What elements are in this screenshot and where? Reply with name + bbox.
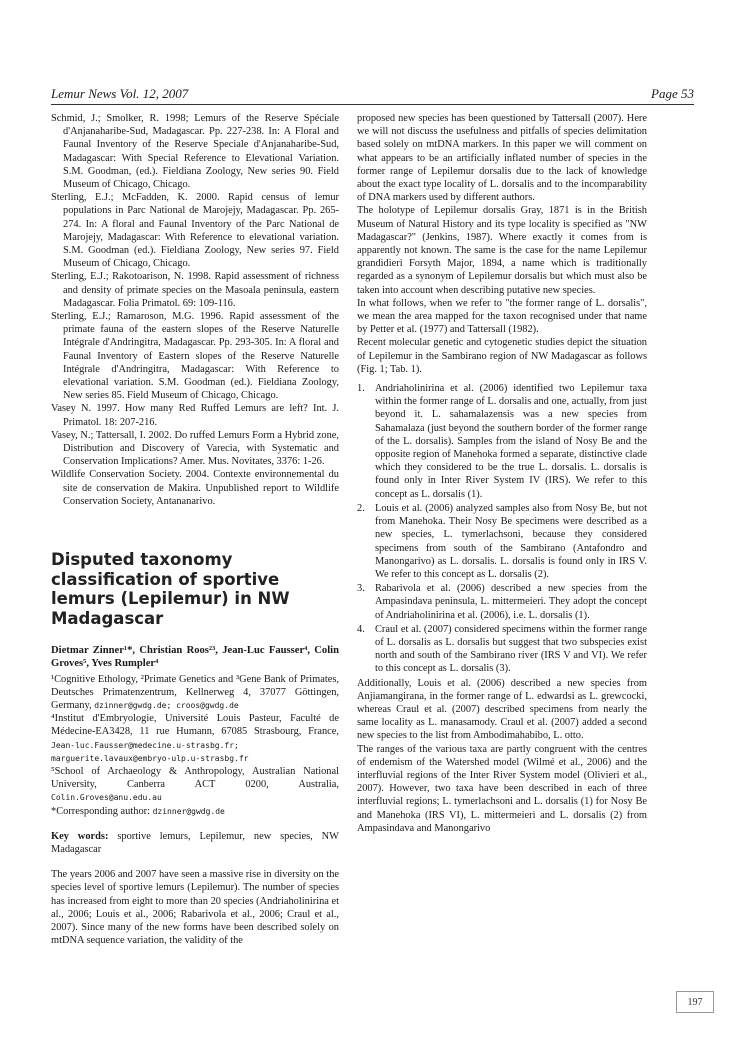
email-aff1[interactable]: dzinner@gwdg.de; croos@gwdg.de [94, 700, 239, 710]
reference-item: Sterling, E.J.; Ramaroson, M.G. 1996. Rapid assessment of the primate fauna of the eastern slopes of the Reserve Naturelle Intégrale d'Andringitra, Madagascar. Pp. 293-305. In: A floral and Faunal Inventory of Eastern slopes of the Reserve Naturelle Intégrale d'Andringitra, Madagascar: With Reference to elevational variation. S.M. Goodman (ed.). Fieldiana Zoology, New series 85. Field Museum of Chicago, Chicago. [51, 311, 339, 402]
intro-paragraph: The years 2006 and 2007 have seen a massive rise in diversity on the species level of sportive lemurs (Lepilemur). The number of species has increased from eight to more than 20 species (Andriaholinirina et al., 2006; Louis et al., 2006; Rabarivola et al., 2006; Craul et al., 2007). Since many of the new forms have been described solely on mtDNA sequence variation, the validity of the [51, 869, 339, 947]
affiliation-5: ⁵School of Archaeology & Anthropology, Australian National University, Canberra ACT 0200, Australia, Colin.Groves@anu.edu.au [51, 765, 339, 803]
list-item: 3. Rabarivola et al. (2006) described a new species from the Ampasindava peninsula, L. mittermeieri. They adopt the concept of Andriaholinirina et al. (2006), i.e. L. dorsalis (1). [357, 583, 647, 621]
author-list: Dietmar Zinner¹*, Christian Roos²³, Jean-Luc Fausser⁴, Colin Groves⁵, Yves Rumpler⁴ [51, 645, 339, 670]
running-header [51, 86, 694, 106]
numbered-list [357, 382, 647, 675]
reference-item: Schmid, J.; Smolker, R. 1998; Lemurs of the Reserve Spéciale d'Anjanaharibe-Sud, Madagascar. Pp. 227-238. In: A Floral and Faunal Inventory of the Reserve Speciale d'Anjanaharibe-Sud, Madagascar: With Special Reference to Elevational Variation. S.M. Goodman, (ed.). Fieldiana Zoology, New series 90. Field Museum of Chicago, Chicago. [51, 113, 339, 191]
page-label: Page 53 [651, 86, 694, 101]
page-number-box: 197 [676, 991, 714, 1013]
list-item: 4. Craul et al. (2007) considered specimens within the former range of L. dorsalis as L. dorsalis but suggest that two subspecies exist north and south of the Sambirano river (IRS V and VI). We refer to this concept as L. dorsalis (3). [357, 623, 647, 675]
affiliation-1: ¹Cognitive Ethology, ²Primate Genetics and ³Gene Bank of Primates, Deutsches Primatenzentrum, Kellnerweg 4, 37077 Göttingen, Germany, dzinner@gwdg.de; croos@gwdg.de [51, 673, 339, 711]
paragraph-6: The ranges of the various taxa are partly congruent with the centres of endemism of the Watershed model (Wilmé et al., 2006) and the interfluvial regions of the Inter River System model (Olivieri et al., 2007). However, two taxa have been described in each of three interfluvial regions; L. tymerlachsoni and L. dorsalis (1) for Nosy Be and Manehoka (IRS VI), L. mittermeieri and L. dorsalis (2) from Ampasindava and Manongarivo [357, 743, 647, 834]
journal-title: Lemur News Vol. 12, 2007 [51, 86, 189, 101]
left-column [51, 112, 339, 947]
reference-item: Sterling, E.J.; McFadden, K. 2000. Rapid census of lemur populations in Parc National de Marojejy, Madagascar. Pp. 265-274. In: A floral and Faunal Inventory of the Parc National de Marojejy, Madagascar: With Reference to elevational variation. S.M. Goodman (ed.). Fieldiana Zoology, New series 97. Field Museum of Chicago, Chicago. [51, 192, 339, 270]
paragraph-5: Additionally, Louis et al. (2006) described a new species from Anjiamangirana, in the former range of L. edwardsi as L. grewcocki, whereas Craul et al. (2007) described specimens from nearly the same locality as L. manasamody. Craul et al. (2007) added a second new species to the list from Ambodimahabibo, L. otto. [357, 677, 647, 742]
right-column [357, 112, 647, 835]
paragraph-3: In what follows, when we refer to "the former range of L. dorsalis", we mean the area mapped for the taxon recognised under that name by Petter et al. (1977) and Tattersall (1982). [357, 297, 647, 336]
paragraph-4: Recent molecular genetic and cytogenetic studies depict the situation of Lepilemur in the Sambirano region of NW Madagascar as follows (Fig. 1; Tab. 1). [357, 337, 647, 375]
keywords-text: sportive lemurs, Lepilemur, new species, NW Madagascar [51, 830, 339, 855]
reference-item: Sterling, E.J.; Rakotoarison, N. 1998. Rapid assessment of richness and density of primate species on the Masoala peninsula, eastern Madagascar. Folia Primatol. 69: 109-116. [51, 271, 339, 309]
email-aff5[interactable]: Colin.Groves@anu.edu.au [51, 793, 162, 803]
reference-item: Vasey, N.; Tattersall, I. 2002. Do ruffed Lemurs Form a Hybrid zone, Distribution and Discovery of Varecia, with Systematic and Conservation Implications? Amer. Mus. Novitates, 3376: 1-26. [51, 429, 339, 468]
list-item: 2. Louis et al. (2006) analyzed samples also from Nosy Be, but not from Manehoka. Their Nosy Be specimens were described as a new species, L. tymerlachsoni, because they considered specimens from south of the Sambirano (Antafondro and Manongarivo) as L. dorsalis. L. dorsalis is found only in IRS V. We refer to this concept as L. dorsalis (2). [357, 502, 647, 580]
reference-item: Vasey N. 1997. How many Red Ruffed Lemurs are left? Int. J. Primatol. 18: 207-216. [51, 403, 339, 428]
article-title: Disputed taxonomy classification of sportive lemurs (Lepilemur) in NW Madagascar [51, 550, 290, 628]
header-rule [51, 104, 694, 105]
paragraph-2: The holotype of Lepilemur dorsalis Gray, 1871 is in the British Museum of Natural History and its type locality is specified as "NW Madagascar?" (Jenkins, 1987). Where exactly it comes from is apparently not known. The same is the case for the name Lepilemur grandidieri Forsyth Major, 1894, a name which is traditionally regarded as a synonym of Lepilemur dorsalis but which must also be taken into account when describing putative new species. [357, 205, 647, 296]
email-corresponding[interactable]: dzinner@gwdg.de [152, 806, 225, 816]
keywords [51, 830, 339, 856]
email-aff4[interactable]: Jean-luc.Fausser@medecine.u-strasbg.fr; marguerite.lavaux@embryo-ulp.u-strasbg.fr [51, 740, 249, 763]
affiliation-4: ⁴Institut d'Embryologie, Université Louis Pasteur, Faculté de Médecine-EA3428, 11 rue Humann, 67085 Strasbourg, France, Jean-luc.Fausser@medecine.u-strasbg.fr; marguerite.lavaux@embryo-ulp.u-strasbg.fr [51, 713, 339, 763]
list-item: 1. Andriaholinirina et al. (2006) identified two Lepilemur taxa within the former range of L. dorsalis and one, actually, from just beyond it. L. sahamalazensis was a new species from Sahamalaza (just beyond the southern border of the former range of the L. dorsalis). Samples from the island of Nosy Be and the opposite region of Manehoka formed a separate, distinctive clade which they considered to be the true L. dorsalis. L. dorsalis is found only in Inter River System IV (IRS). We refer to this concept as L. dorsalis (1). [357, 383, 647, 500]
paragraph-1: proposed new species has been questioned by Tattersall (2007). Here we will not discuss the usefulness and pitfalls of species delimitation based solely on mtDNA markers. In this paper we will comment on what appears to be an artificially inflated number of species in the former range of Lepilemur dorsalis due to the lack of knowledge about the exact type locality of L. dorsalis and to the incomparability of DNA markers used by different authors. [357, 113, 647, 204]
corresponding-author: *Corresponding author: dzinner@gwdg.de [51, 805, 225, 817]
reference-item: Wildlife Conservation Society. 2004. Contexte environnemental du site de conservation de Makira. Unpublished report to Wildlife Conservation Society, Antananarivo. [51, 469, 339, 507]
keywords-label: Key words: [51, 830, 109, 842]
